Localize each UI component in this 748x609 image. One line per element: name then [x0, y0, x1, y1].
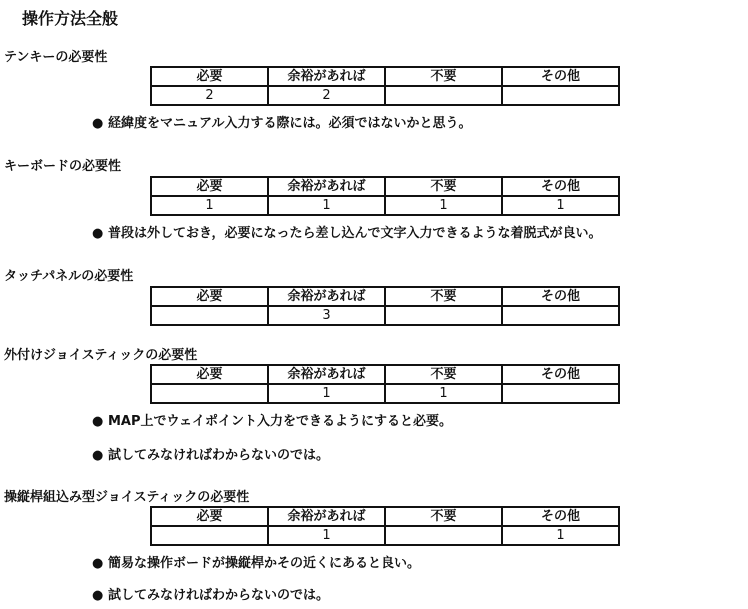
note-text: MAP上でウェイポイント入力をできるようにすると必要。	[108, 414, 453, 429]
value-cell: 1	[268, 196, 385, 215]
header-cell: その他	[502, 287, 619, 306]
value-cell	[502, 384, 619, 403]
value-cell	[385, 86, 502, 105]
survey-table-keyboard	[150, 176, 620, 216]
section-title-tenkey: テンキーの必要性	[4, 50, 108, 65]
header-cell: 余裕があれば	[268, 67, 385, 86]
note	[92, 552, 420, 571]
value-cell	[502, 306, 619, 325]
note	[92, 410, 452, 429]
header-cell: 必要	[151, 365, 268, 384]
header-cell: 必要	[151, 287, 268, 306]
header-cell: その他	[502, 507, 619, 526]
bullet-icon: ●	[92, 414, 104, 429]
bullet-icon: ●	[92, 588, 104, 603]
value-cell	[385, 306, 502, 325]
note-text: 試してみなければわからないのでは。	[108, 448, 330, 463]
note-text: 試してみなければわからないのでは。	[108, 588, 330, 603]
header-cell: 余裕があれば	[268, 287, 385, 306]
table-header-row	[151, 177, 619, 196]
note	[92, 444, 329, 463]
value-cell	[502, 86, 619, 105]
value-cell: 1	[268, 526, 385, 545]
header-cell: 余裕があれば	[268, 507, 385, 526]
section-title-external-joystick: 外付けジョイスティックの必要性	[4, 348, 198, 363]
note-text: 簡易な操作ボードが操縦桿かその近くにあると良い。	[108, 556, 421, 571]
note-text: 普段は外しておき，必要になったら差し込んで文字入力できるような着脱式が良い。	[108, 226, 602, 241]
header-cell: 必要	[151, 67, 268, 86]
table-header-row	[151, 365, 619, 384]
value-cell: 2	[268, 86, 385, 105]
note	[92, 222, 601, 241]
survey-table-external-joystick	[150, 364, 620, 404]
header-cell: 不要	[385, 287, 502, 306]
survey-table-touchpanel	[150, 286, 620, 326]
table-header-row	[151, 507, 619, 526]
value-cell: 3	[268, 306, 385, 325]
bullet-icon: ●	[92, 556, 104, 571]
value-cell	[151, 384, 268, 403]
header-cell: 不要	[385, 365, 502, 384]
header-cell: その他	[502, 67, 619, 86]
table-header-row	[151, 67, 619, 86]
bullet-icon: ●	[92, 116, 104, 131]
header-cell: 不要	[385, 507, 502, 526]
table-row	[151, 306, 619, 325]
note-text: 経緯度をマニュアル入力する際には。必須ではないかと思う。	[108, 116, 472, 131]
header-cell: その他	[502, 365, 619, 384]
value-cell: 1	[385, 196, 502, 215]
header-cell: 不要	[385, 67, 502, 86]
value-cell	[151, 306, 268, 325]
value-cell	[151, 526, 268, 545]
value-cell: 1	[151, 196, 268, 215]
value-cell: 2	[151, 86, 268, 105]
value-cell: 1	[502, 196, 619, 215]
header-cell: 余裕があれば	[268, 365, 385, 384]
bullet-icon: ●	[92, 448, 104, 463]
header-cell: 必要	[151, 507, 268, 526]
note	[92, 112, 471, 131]
value-cell: 1	[502, 526, 619, 545]
bullet-icon: ●	[92, 226, 104, 241]
table-row	[151, 384, 619, 403]
table-header-row	[151, 287, 619, 306]
header-cell: その他	[502, 177, 619, 196]
value-cell: 1	[268, 384, 385, 403]
survey-table-tenkey	[150, 66, 620, 106]
page-title: 操作方法全般	[22, 9, 119, 28]
table-row	[151, 196, 619, 215]
header-cell: 余裕があれば	[268, 177, 385, 196]
table-row	[151, 86, 619, 105]
table-row	[151, 526, 619, 545]
value-cell: 1	[385, 384, 502, 403]
section-title-touchpanel: タッチパネルの必要性	[4, 269, 134, 284]
survey-table-stick-joystick	[150, 506, 620, 546]
value-cell	[385, 526, 502, 545]
header-cell: 必要	[151, 177, 268, 196]
header-cell: 不要	[385, 177, 502, 196]
section-title-keyboard: キーボードの必要性	[4, 159, 122, 174]
section-title-stick-joystick: 操縦桿組込み型ジョイスティックの必要性	[4, 490, 250, 505]
note	[92, 584, 329, 603]
